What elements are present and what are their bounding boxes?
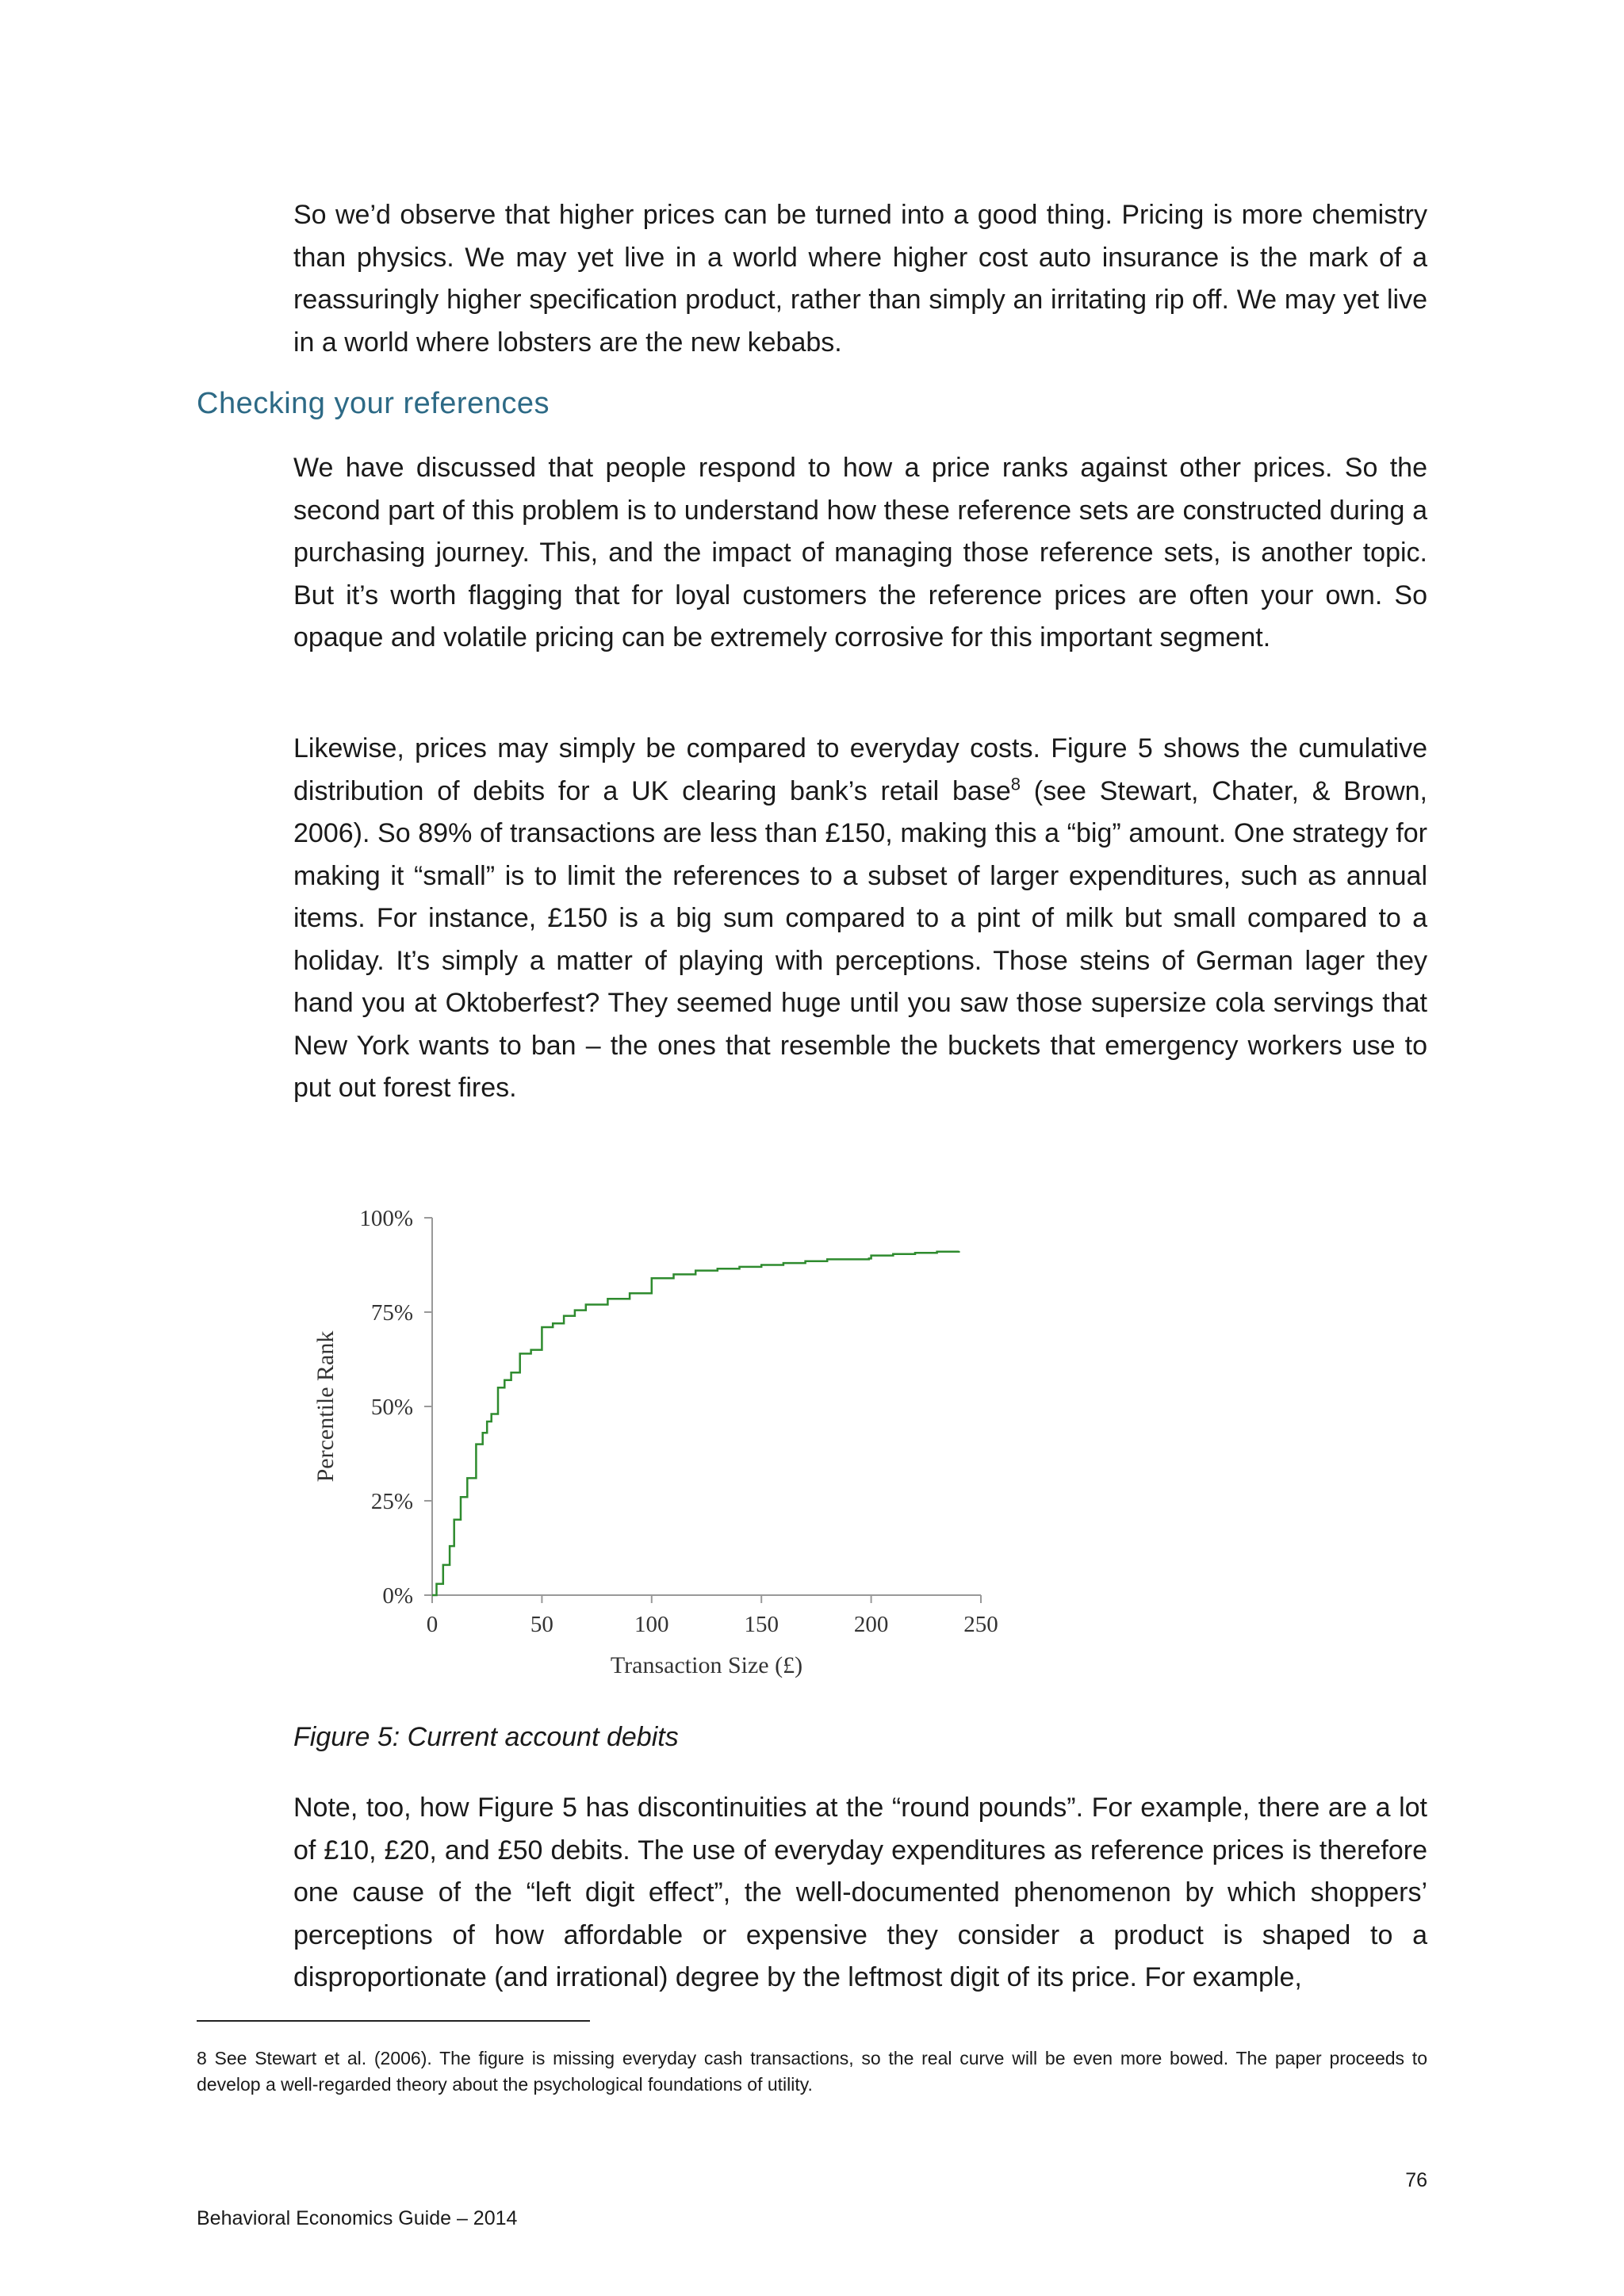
footnote-divider — [197, 2020, 590, 2022]
footer-title: Behavioral Economics Guide – 2014 — [197, 2207, 518, 2229]
x-tick-label: 150 — [744, 1612, 779, 1637]
x-tick-label: 100 — [634, 1612, 669, 1637]
figure-caption: Figure 5: Current account debits — [293, 1722, 679, 1752]
series-line-cumulative-debits — [432, 1251, 959, 1595]
y-tick-labels — [359, 1206, 432, 1609]
cumulative-distribution-chart — [293, 1189, 1023, 1697]
x-tick-label: 200 — [853, 1612, 889, 1637]
y-axis-label: Percentile Rank — [312, 1330, 339, 1483]
x-axis-label: Transaction Size (£) — [610, 1652, 803, 1678]
x-tick-label: 50 — [530, 1612, 553, 1637]
paragraph-text-part-1: Likewise, prices may simply be compared to everyday costs. Figure 5 shows the cumulative distribution of debits for a UK clearing bank’s retail base — [293, 733, 1427, 806]
y-tick-label: 0% — [382, 1583, 413, 1609]
section-heading: Checking your references — [197, 387, 550, 420]
paragraph-everyday-costs — [293, 728, 1427, 1110]
page-number: 76 — [1405, 2169, 1427, 2191]
footnote-8: 8 See Stewart et al. (2006). The figure is missing everyday cash transactions, so the real curve will be even more bowed. The paper proceeds to develop a well-regarded theory about the psychological foundations of utility. — [197, 2048, 1427, 2095]
x-tick-label: 250 — [963, 1612, 998, 1637]
x-tick-label: 0 — [426, 1612, 439, 1637]
paragraph-left-digit-effect: Note, too, how Figure 5 has discontinuities at the “round pounds”. For example, there are a lot of £10, £20, and £50 debits. The use of everyday expenditures as reference prices is therefore one cause of the “left digit effect”, the well-documented phenomenon by which shoppers’ perceptions of how affordable or expensive they consider a product is shaped to a disproportionate (and irrational) degree by the leftmost digit of its price. For example, — [293, 1793, 1427, 1992]
paragraph-pricing-chemistry: So we’d observe that higher prices can be turned into a good thing. Pricing is more chemistry than physics. We may yet live in a world where higher cost auto insurance is the mark of a reassuringly higher specification product, rather than simply an irritating rip off. We may yet live in a world where lobsters are the new kebabs. — [293, 200, 1427, 358]
y-tick-label: 75% — [370, 1300, 413, 1326]
x-tick-labels — [427, 1595, 998, 1637]
y-tick-label: 50% — [370, 1395, 413, 1420]
y-tick-label: 25% — [370, 1489, 413, 1514]
paragraph-text-part-2: (see Stewart, Chater, & Brown, 2006). So 89% of transactions are less than £150, making this a “big” amount. One strategy for making it “small” is to limit the references to a subset of larger expenditures, such as annual items. For instance, £150 is a big sum compared to a pint of milk but small compared to a holiday. It’s simply a matter of playing with perceptions. Those steins of German lager they hand you at Oktoberfest? They seemed huge until you saw those supersize cola servings that New York wants to ban – the ones that resemble the buckets that emergency workers use to put out forest fires. — [293, 775, 1428, 1103]
paragraph-reference-sets: We have discussed that people respond to how a price ranks against other prices. So the second part of this problem is to understand how these reference sets are constructed during a purchasing journey. This, and the impact of managing those reference sets, is another topic. But it’s worth flagging that for loyal customers the reference prices are often your own. So opaque and volatile pricing can be extremely corrosive for this important segment. — [293, 453, 1427, 652]
footnote-reference[interactable]: 8 — [1010, 774, 1021, 794]
y-tick-label: 100% — [359, 1206, 413, 1231]
